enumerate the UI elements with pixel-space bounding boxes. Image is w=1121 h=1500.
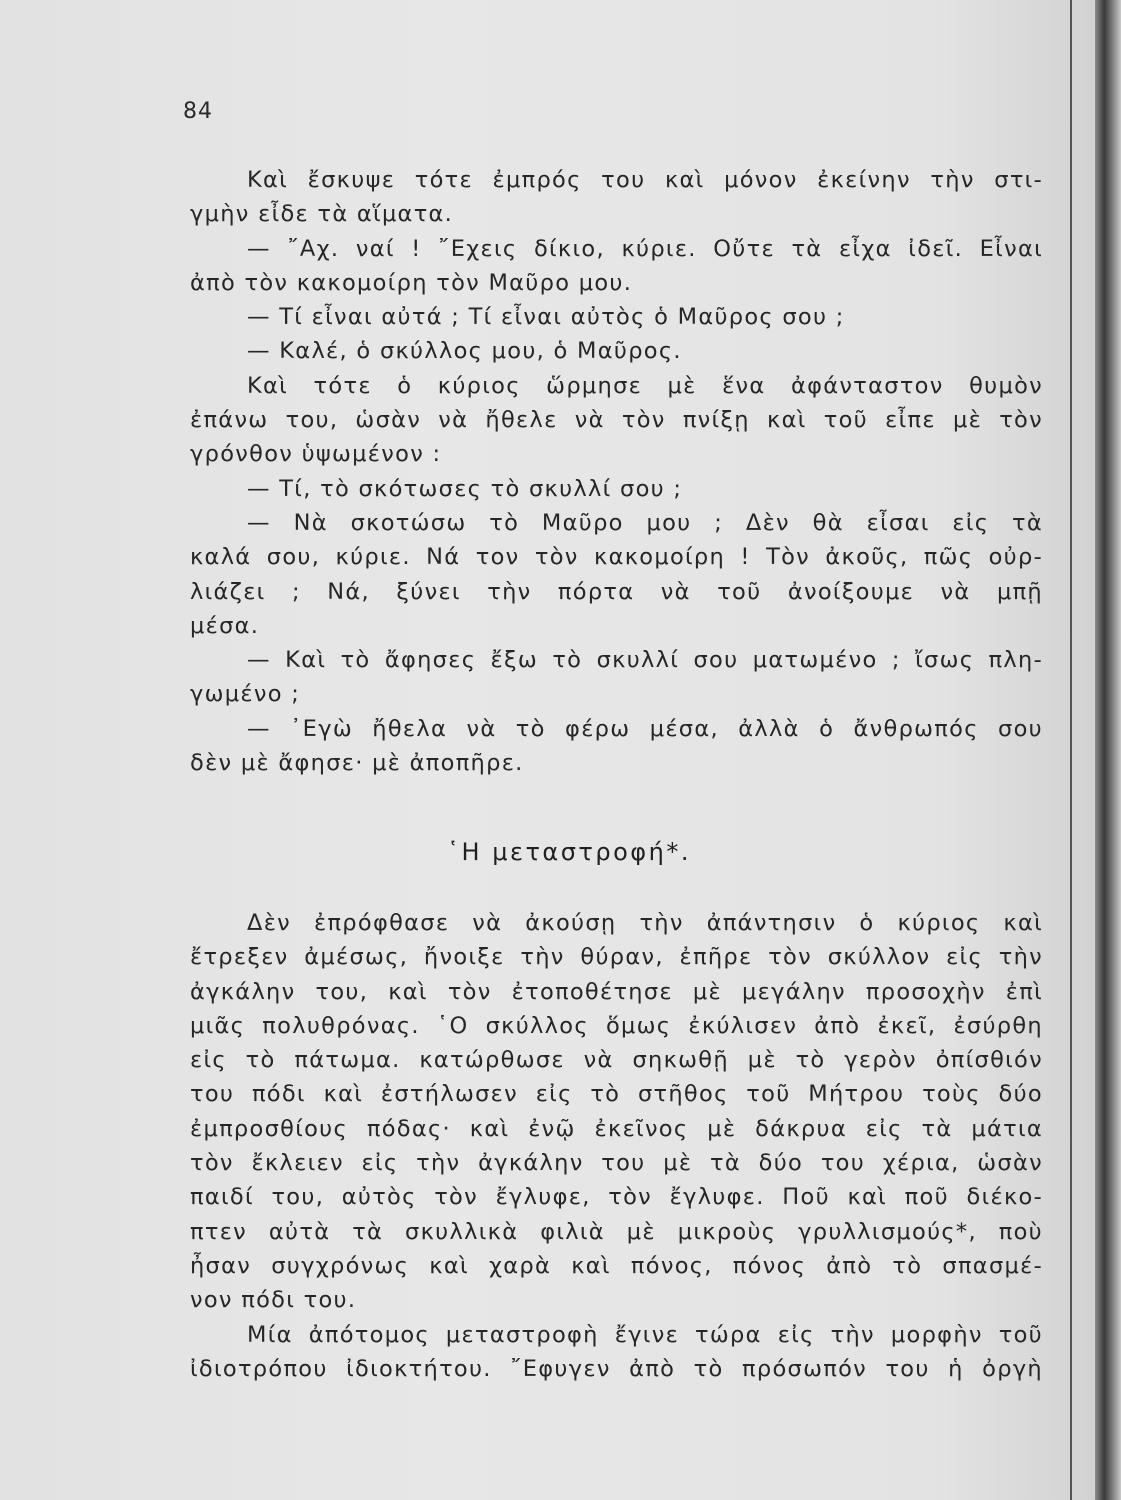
text-line: Μία ἀπότομος μεταστροφὴ ἔγινε τώρα εἰς τὴν μορφὴν τοῦ (247, 1321, 1043, 1348)
text-line: ἰδιοτρόπου ἰδιοκτήτου. ῎Εφυγεν ἀπὸ τὸ πρόσωπόν του ἡ ὀργὴ (190, 1355, 1043, 1382)
text-line: ἐπάνω του, ὡσὰν νὰ ἤθελε νὰ τὸν πνίξῃ καὶ τοῦ εἶπε μὲ τὸν (190, 407, 1043, 434)
page-number: 84 (183, 99, 213, 124)
text-line: — ᾿Εγὼ ἤθελα νὰ τὸ φέρω μέσα, ἀλλὰ ὁ ἄνθρωπός σου (247, 715, 1043, 742)
text-line: παιδί του, αὐτὸς τὸν ἔγλυφε, τὸν ἔγλυφε. Ποῦ καὶ ποῦ διέκο- (190, 1184, 1043, 1211)
text-line: γμὴν εἶδε τὰ αἵματα. (190, 201, 454, 228)
text-line: ἦσαν συγχρόνως καὶ χαρὰ καὶ πόνος, πόνος ἀπὸ τὸ σπασμέ- (190, 1252, 1043, 1279)
section-title: ῾Η μεταστροφή*. (447, 838, 691, 866)
page-edge-line (1070, 0, 1072, 1500)
text-line: Δὲν ἐπρόφθασε νὰ ἀκούσῃ τὴν ἀπάντησιν ὁ κύριος καὶ (247, 910, 1043, 936)
text-line: πτεν αὐτὰ τὰ σκυλλικὰ φιλιὰ μὲ μικροὺς γρυλλισμούς*, ποὺ (190, 1218, 1043, 1245)
text-line: — ῎Αχ. ναί ! ῎Εχεις δίκιο, κύριε. Οὔτε τὰ εἶχα ἰδεῖ. Εἶναι (247, 235, 1043, 262)
text-line: καλά σου, κύριε. Νά τον τὸν κακομοίρη ! Τὸν ἀκοῦς, πῶς οὐρ- (190, 544, 1043, 571)
text-line: δὲν μὲ ἄφησε· μὲ ἀποπῆρε. (190, 750, 524, 777)
text-block-top (190, 163, 1043, 780)
text-line: ἀγκάλην του, καὶ τὸν ἐτοποθέτησε μὲ μεγάλην προσοχὴν ἐπὶ (190, 978, 1043, 1005)
text-line: ἔτρεξεν ἀμέσως, ἤνοιξε τὴν θύραν, ἐπῆρε τὸν σκύλλον εἰς τὴν (190, 944, 1043, 971)
text-line: νον πόδι του. (190, 1287, 357, 1314)
text-line: μέσα. (190, 612, 260, 639)
text-line: τὸν ἔκλειεν εἰς τὴν ἀγκάλην του μὲ τὰ δύο του χέρια, ὡσὰν (190, 1150, 1043, 1177)
text-line: — Τί εἶναι αὐτά ; Τί εἶναι αὐτὸς ὁ Μαῦρος σου ; (247, 304, 845, 331)
text-line: Καὶ τότε ὁ κύριος ὥρμησε μὲ ἕνα ἀφάνταστον θυμὸν (247, 372, 1043, 399)
text-line: μιᾶς πολυθρόνας. ῾Ο σκύλλος ὅμως ἐκύλισεν ἀπὸ ἐκεῖ, ἐσύρθη (190, 1012, 1043, 1039)
text-line: γωμένο ; (190, 681, 301, 708)
text-line: ἐμπροσθίους πόδας· καὶ ἐνῷ ἐκεῖνος μὲ δάκρυα εἰς τὰ μάτια (190, 1115, 1043, 1142)
book-spine-shadow (1095, 0, 1121, 1500)
text-line: — Καλέ, ὁ σκύλλος μου, ὁ Μαῦρος. (247, 338, 682, 365)
text-line: — Νὰ σκοτώσω τὸ Μαῦρο μου ; Δὲν θὰ εἶσαι εἰς τὰ (247, 509, 1043, 536)
text-line: ἀπὸ τὸν κακομοίρη τὸν Μαῦρο μου. (190, 269, 633, 296)
text-line: — Τί, τὸ σκότωσες τὸ σκυλλί σου ; (247, 475, 683, 502)
text-line: — Καὶ τὸ ἄφησες ἔξω τὸ σκυλλί σου ματωμένο ; ἴσως πλη- (247, 647, 1043, 674)
text-line: εἰς τὸ πάτωμα. κατώρθωσε νὰ σηκωθῇ μὲ τὸ γερὸν ὀπίσθιόν (190, 1047, 1043, 1074)
text-block-bottom (190, 906, 1043, 1386)
text-line: λιάζει ; Νά, ξύνει τὴν πόρτα νὰ τοῦ ἀνοίξουμε νὰ μπῇ (190, 578, 1043, 605)
text-line: του πόδι καὶ ἐστήλωσεν εἰς τὸ στῆθος τοῦ Μήτρου τοὺς δύο (190, 1081, 1043, 1108)
text-line: Καὶ ἔσκυψε τότε ἐμπρός του καὶ μόνον ἐκείνην τὴν στι- (247, 167, 1043, 193)
text-line: γρόνθον ὑψωμένον : (190, 441, 442, 468)
